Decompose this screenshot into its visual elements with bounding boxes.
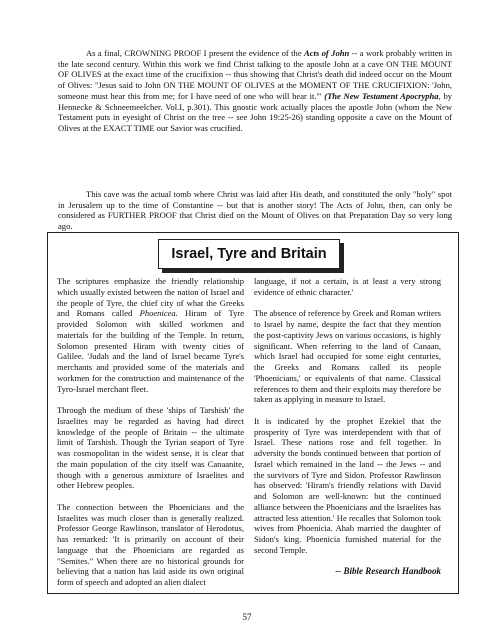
place-name: Phoenicea. (139, 308, 178, 319)
intro-paragraph-1 (58, 48, 452, 134)
box-paragraph: language, if not a certain, is at least a very strong evidence of ethnic character.' (254, 276, 441, 297)
citation-title: (The New Testament Apocrypha (324, 90, 439, 101)
box-paragraph (57, 276, 244, 394)
text-run: The scriptures emphasize the friendly relationship which usually existed between the nation of Israel and the people of Tyre, the chief city of what the Greeks and Romans called (57, 276, 244, 319)
book-title: Acts of John (304, 48, 350, 58)
intro-paragraph-2: This cave was the actual tomb where Christ was laid after His death, and constituted the only "holy" spot in Jerusalem up to the time of Constantine -- but that is another story! The Acts of John, then, can only be considered as FURTHER PROOF that Christ died on the Mount of Olives on that Preparation Day so very long ago. (58, 189, 452, 232)
box-paragraph: The connection between the Phoenicians and the Israelites was much closer than is generally realized. Professor George Rawlinson, translator of Herodotus, has remarked: 'It is primarily on account of their language that the Phoenicians are regarded as "Semites." When there are no historical grounds for believing that a nation has laid aside its own original form of speech and adopted an alien dialect (57, 501, 244, 587)
box-title: Israel, Tyre and Britain (158, 239, 340, 269)
text-run: -- a work probably written in the late second century. Within this work we find Christ talking to the apostle John at a cave ON THE MOUNT OF OLIVES at the exact time of the crucifixion -- thus showing that Christ's death did indeed occur on the Mount of Olives: "Jesus said to John ON THE MOUNT OF OLIVES at the MOMENT OF THE CRUCIFIXION: 'John, someone must hear this from me; for I have need of one who will hear it.'" (58, 48, 452, 101)
box-right-column (254, 276, 441, 577)
box-paragraph: It is indicated by the prophet Ezekiel that the prosperity of Tyre was interdependent with that of Israel. These nations rose and fell together. In adversity the bonds continued between that portion of Israel which remained in the land -- the Jews -- and the survivors of Tyre and Sidon. Professor Rawlinson has observed: 'Hiram's friendly relations with David and Solomon are well-known: but the continued alliance between the Phoenicians and the Israelites has attracted less attention.' He recalles that Solomon took wives from Phoenicia. Ahab married the daughter of Sidon's king. Phoenicia furnished material for the second Temple. (254, 415, 441, 555)
box-paragraph: The absence of reference by Greek and Roman writers to Israel by name, despite the fact that they mention the post-captivity Jews on various occasions, is highly significant. When referring to the land of Canaan, which Israel had occupied for some eight centuries, the Greeks and Romans called its people 'Phoenicians,' or equivalents of that name. Classical references to them and their exploits may therefore be taken as applying in measure to Israel. (254, 308, 441, 405)
page-number: 57 (242, 612, 252, 622)
text-run: Hiram of Tyre provided Solomon with skilled workmen and materials for the building of the Temple. In return, Solomon presented Hiram with twenty cities of Galilee. 'Judah and the land of Israel became Tyre's merchants and provided some of the materials and workmen for the construction and maintenance of the Tyro-Israel merchant fleet. (57, 308, 245, 394)
text-run: As a final, CROWNING PROOF I present the evidence of the (86, 48, 305, 58)
box-left-column (57, 276, 244, 599)
source-byline: -- Bible Research Handbook (335, 566, 441, 577)
text-run: , by Hennecke & Schneemeelcher. Vol.I, p.301). This gnostic work actually places the apostle John (whom the New Testament puts in eyesight of Christ on the tree -- see John 19:25-26) standing opposite a cave on the Mount of Olives at the EXACT TIME our Savior was crucified. (58, 90, 452, 133)
box-paragraph: Through the medium of these 'ships of Tarshish' the Israelites may be regarded as having had direct knowledge of the people of Britain -- the ultimate limit of Tarshish. Though the Tyrian seaport of Tyre was cosmopolitan in the widest sense, it is clear that the main population of the city itself was Canaanite, though with a generous asmixture of Israelites and other Hebrew peoples. (57, 405, 244, 491)
